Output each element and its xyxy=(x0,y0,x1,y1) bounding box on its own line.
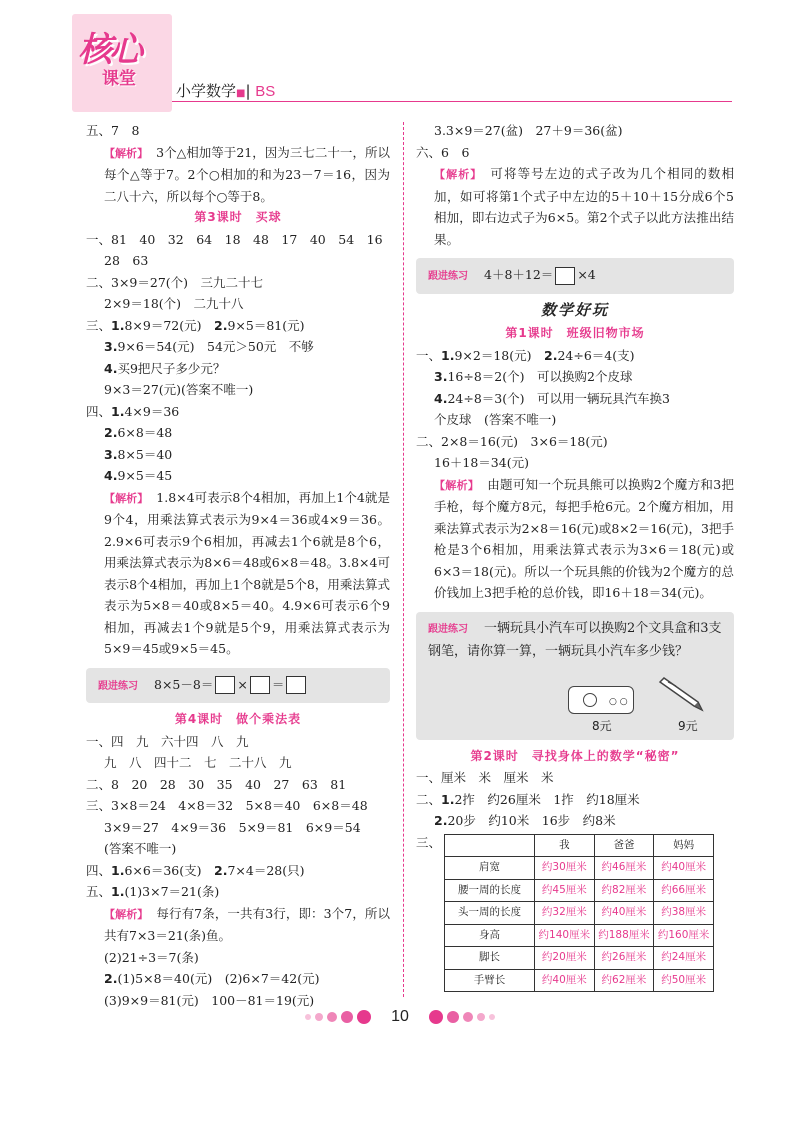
answer-line: 五、1.(1)3×7＝21(条) xyxy=(86,884,220,899)
lesson-title: 第4课时 做个乘法表 xyxy=(174,712,302,726)
table-row xyxy=(445,924,714,947)
table-cell: 约66厘米 xyxy=(654,879,714,902)
answer-line: 16＋18＝34(元) xyxy=(434,455,529,470)
table-cell: 约40厘米 xyxy=(594,902,654,925)
table-row xyxy=(445,902,714,925)
answer-line: 3.3×9＝27(盆) 27＋9＝36(盆) xyxy=(434,123,623,138)
measurement-table xyxy=(444,834,714,993)
table-cell: 约38厘米 xyxy=(654,902,714,925)
answer-line: 3.16÷8＝2(个) 可以换购2个皮球 xyxy=(434,369,633,384)
analysis-text: 每行有7条，一共有3行，即：3个7，所以共有7×3＝21(条)鱼。 xyxy=(104,905,391,943)
price-label: 8元 xyxy=(592,718,612,733)
logo-sub-text: 课堂 xyxy=(102,69,136,89)
table-cell: 约62厘米 xyxy=(594,969,654,992)
page-number: 10 xyxy=(391,1008,409,1025)
decorative-dots-left xyxy=(303,1008,373,1026)
table-cell: 约160厘米 xyxy=(654,924,714,947)
answer-line: 二、3×9＝27(个) 三九二十七 xyxy=(86,274,264,290)
table-cell: 约46厘米 xyxy=(594,857,654,880)
table-header-cell: 妈妈 xyxy=(654,834,714,857)
table-row-label: 手臂长 xyxy=(445,969,535,992)
price-label: 9元 xyxy=(678,718,698,733)
answer-line: (3)9×9＝81(元) 100－81＝19(元) xyxy=(104,992,315,1008)
follow-up-label: 跟进练习 xyxy=(428,271,468,282)
answer-line: 二、8 20 28 30 35 40 27 63 81 xyxy=(86,776,347,792)
follow-up-exercise: 跟进练习 8×5－8＝ × ＝ xyxy=(86,668,390,704)
answer-line: 2×9＝18(个) 二九十八 xyxy=(104,296,244,311)
decorative-dots-right xyxy=(427,1008,497,1026)
lesson-title: 第2课时 寻找身体上的数学“秘密” xyxy=(470,748,680,763)
table-cell: 约20厘米 xyxy=(535,947,595,970)
analysis-block xyxy=(86,903,390,947)
logo xyxy=(72,14,172,112)
answer-line: 3.8×5＝40 xyxy=(104,446,173,462)
right-column xyxy=(416,120,734,986)
answer-line: (2)21÷3＝7(条) xyxy=(104,949,199,965)
answer-line: 三、 xyxy=(416,834,442,850)
answer-line: 四、1.4×9＝36 xyxy=(86,403,180,419)
pencil-case-icon: ○ ○ xyxy=(568,686,634,714)
answer-line: 2.(1)5×8＝40(元) (2)6×7＝42(元) xyxy=(104,971,320,986)
analysis-tag: 【解析】 xyxy=(104,146,149,160)
answer-line: 九 八 四十二 七 二十八 九 xyxy=(104,755,292,770)
answer-line: 二、1.2拃 约26厘米 1拃 约18厘米 xyxy=(416,791,640,807)
table-cell: 约32厘米 xyxy=(535,902,595,925)
header-rule xyxy=(172,101,732,102)
table-row xyxy=(445,969,714,992)
table-cell: 约40厘米 xyxy=(654,857,714,880)
table-cell: 约40厘米 xyxy=(535,969,595,992)
analysis-block xyxy=(416,163,734,250)
table-block xyxy=(416,832,734,986)
table-cell: 约50厘米 xyxy=(654,969,714,992)
follow-up-label: 跟进练习 xyxy=(428,623,468,635)
analysis-block xyxy=(86,142,390,208)
answer-line: 五、7 8 xyxy=(86,123,140,138)
answer-line: 3×9＝27 4×9＝36 5×9＝81 6×9＝54 xyxy=(104,819,361,835)
follow-up-exercise: 跟进练习 4＋8＋12＝ ×4 xyxy=(416,258,734,294)
analysis-text: 1.8×4可表示8个4相加，再加上1个4就是9个4，用乘法算式表示为9×4＝36或4×9＝36。2.9×6可表示9个6相加，再减去1个6就是8个6，用乘法算式表示为8×6＝48或6×8＝48。3.8×4可表示8个4相加，再加上1个8就是5个8，用乘法算式表示为5×8＝40或8×5＝40。4.9×6可表示6个9相加，再减去1个9就是5个9，用乘法算式表示为5×9＝45或9×5＝45。 xyxy=(104,489,390,656)
answer-line: 4.买9把尺子多少元？ xyxy=(104,360,226,376)
answer-line: 4.9×5＝45 xyxy=(104,468,173,483)
lesson-title: 第1课时 班级旧物市场 xyxy=(505,326,645,340)
table-cell: 约30厘米 xyxy=(535,857,595,880)
table-row-label: 身高 xyxy=(445,924,535,947)
table-row xyxy=(445,857,714,880)
table-header-cell: 爸爸 xyxy=(594,834,654,857)
section-title: 数学好玩 xyxy=(540,300,609,319)
answer-line: 二、2×8＝16(元) 3×6＝18(元) xyxy=(416,433,608,449)
answer-line: 三、3×8＝24 4×8＝32 5×8＝40 6×8＝48 xyxy=(86,798,368,813)
edition-label: BS xyxy=(255,83,276,100)
logo-main-text: 核心 xyxy=(78,30,140,70)
analysis-block xyxy=(86,487,390,660)
table-cell: 约188厘米 xyxy=(594,924,654,947)
subject-title: 小学数学■| BS xyxy=(176,82,276,100)
answer-line: 2.6×8＝48 xyxy=(104,425,173,440)
analysis-block xyxy=(416,474,734,604)
follow-up-exercise xyxy=(416,612,734,740)
answer-line: 3.9×6＝54(元) 54元＞50元 不够 xyxy=(104,339,314,354)
table-row xyxy=(445,879,714,902)
analysis-tag: 【解析】 xyxy=(434,478,480,492)
answer-line: 4.24÷8＝3(个) 可以用一辆玩具汽车换3 xyxy=(434,390,670,406)
follow-up-text: 一辆玩具小汽车可以换购2个文具盒和3支钢笔，请你算一算，一辆玩具小汽车多少钱？ xyxy=(428,620,722,659)
table-row-label: 肩宽 xyxy=(445,857,535,880)
answer-line: 四、1.6×6＝36(支) 2.7×4＝28(只) xyxy=(86,862,305,878)
answer-line: 28 63 xyxy=(104,253,149,268)
follow-up-label: 跟进练习 xyxy=(98,680,138,692)
table-header-row xyxy=(445,834,714,857)
column-divider xyxy=(403,122,404,997)
subject-name: 小学数学 xyxy=(176,82,237,100)
table-row-label: 脚长 xyxy=(445,947,535,970)
lesson-title: 第3课时 买球 xyxy=(194,210,282,224)
table-row xyxy=(445,947,714,970)
answer-box xyxy=(250,676,270,694)
table-cell: 约24厘米 xyxy=(654,947,714,970)
answer-line: 9×3＝27(元)(答案不唯一) xyxy=(104,382,254,397)
analysis-text: 可将等号左边的式子改为几个相同的数相加，如可将第1个式子中左边的5＋10＋15分成6个5相加，即右边式子为6×5。第2个式子以此方法推出结果。 xyxy=(434,166,734,247)
answer-line: 一、81 40 32 64 18 48 17 40 54 16 xyxy=(86,231,383,247)
answer-box xyxy=(555,267,575,285)
analysis-tag: 【解析】 xyxy=(104,491,149,505)
table-cell: 约26厘米 xyxy=(594,947,654,970)
analysis-tag: 【解析】 xyxy=(434,168,483,181)
table-row-label: 腰一周的长度 xyxy=(445,879,535,902)
answer-line: 三、1.8×9＝72(元) 2.9×5＝81(元) xyxy=(86,317,305,333)
answer-line: 一、厘米 米 厘米 米 xyxy=(416,770,554,785)
table-header-cell xyxy=(445,834,535,857)
page-footer xyxy=(0,1008,800,1026)
analysis-text: 由题可知一个玩具熊可以换购2个魔方和3把手枪，每个魔方8元，每把手枪6元。2个魔方相加，用乘法算式表示为2×8＝16(元)或8×2＝16(元)，3把手枪是3个6相加，用乘法算式表示为3×6＝18(元)或6×3＝18(元)。所以一个玩具熊的价钱为2个魔方的总价钱加上3把手枪的总价钱，即16＋18＝34(元)。 xyxy=(434,476,734,600)
analysis-text: 3个△相加等于21，因为三七二十一，所以每个△等于7。2个○相加的和为23－7＝16，因为二八十六，所以每个○等于8。 xyxy=(104,144,390,204)
separator-icon: ■ xyxy=(236,88,246,99)
answer-line: 个皮球 (答案不唯一) xyxy=(434,412,557,427)
pen-icon xyxy=(654,676,714,716)
table-header-cell: 我 xyxy=(535,834,595,857)
table-cell: 约45厘米 xyxy=(535,879,595,902)
answer-line: (答案不唯一) xyxy=(104,841,177,856)
answer-box xyxy=(215,676,235,694)
table-cell: 约82厘米 xyxy=(594,879,654,902)
table-cell: 约140厘米 xyxy=(535,924,595,947)
answer-line: 六、6 6 xyxy=(416,144,470,160)
analysis-tag: 【解析】 xyxy=(104,907,149,921)
answer-line: 2.20步 约10米 16步 约8米 xyxy=(434,813,616,828)
answer-box xyxy=(286,676,306,694)
answer-line: 一、四 九 六十四 八 九 xyxy=(86,733,249,749)
answer-line: 一、1.9×2＝18(元) 2.24÷6＝4(支) xyxy=(416,347,635,363)
left-column xyxy=(86,120,390,1011)
table-row-label: 头一周的长度 xyxy=(445,902,535,925)
